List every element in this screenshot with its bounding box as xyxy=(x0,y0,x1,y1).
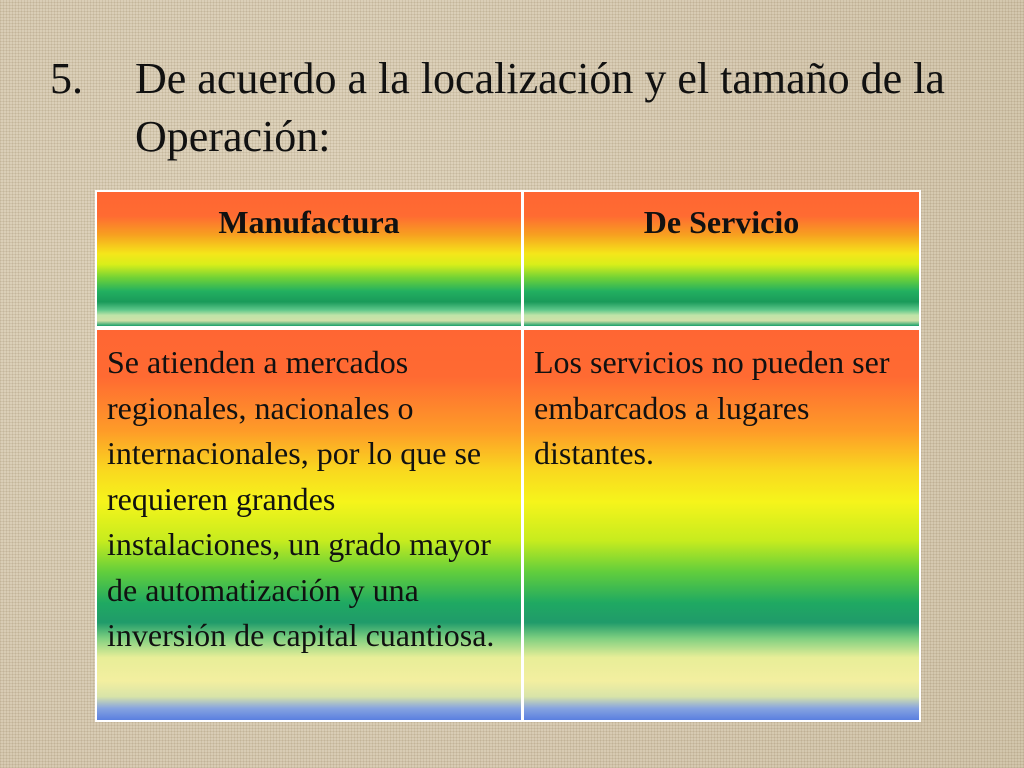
body-cell-de-servicio xyxy=(524,330,919,720)
cell-text: Se atienden a mercados regionales, nacionales o internacionales, por lo que se requieren grandes instalaciones, un grado mayor de automatización y una inversión de capital cuantiosa. xyxy=(107,344,495,653)
slide-title xyxy=(50,50,1000,166)
title-number: 5. xyxy=(50,54,83,103)
title-text: De acuerdo a la localización y el tamaño de la Operación: xyxy=(135,54,945,161)
header-label: De Servicio xyxy=(643,204,800,240)
header-cell-de-servicio xyxy=(524,192,919,326)
cell-text: Los servicios no pueden ser embarcados a lugares distantes. xyxy=(534,344,890,471)
comparison-table xyxy=(95,190,921,722)
header-cell-manufactura xyxy=(97,192,521,326)
header-label: Manufactura xyxy=(218,204,400,240)
body-cell-manufactura xyxy=(97,330,521,720)
